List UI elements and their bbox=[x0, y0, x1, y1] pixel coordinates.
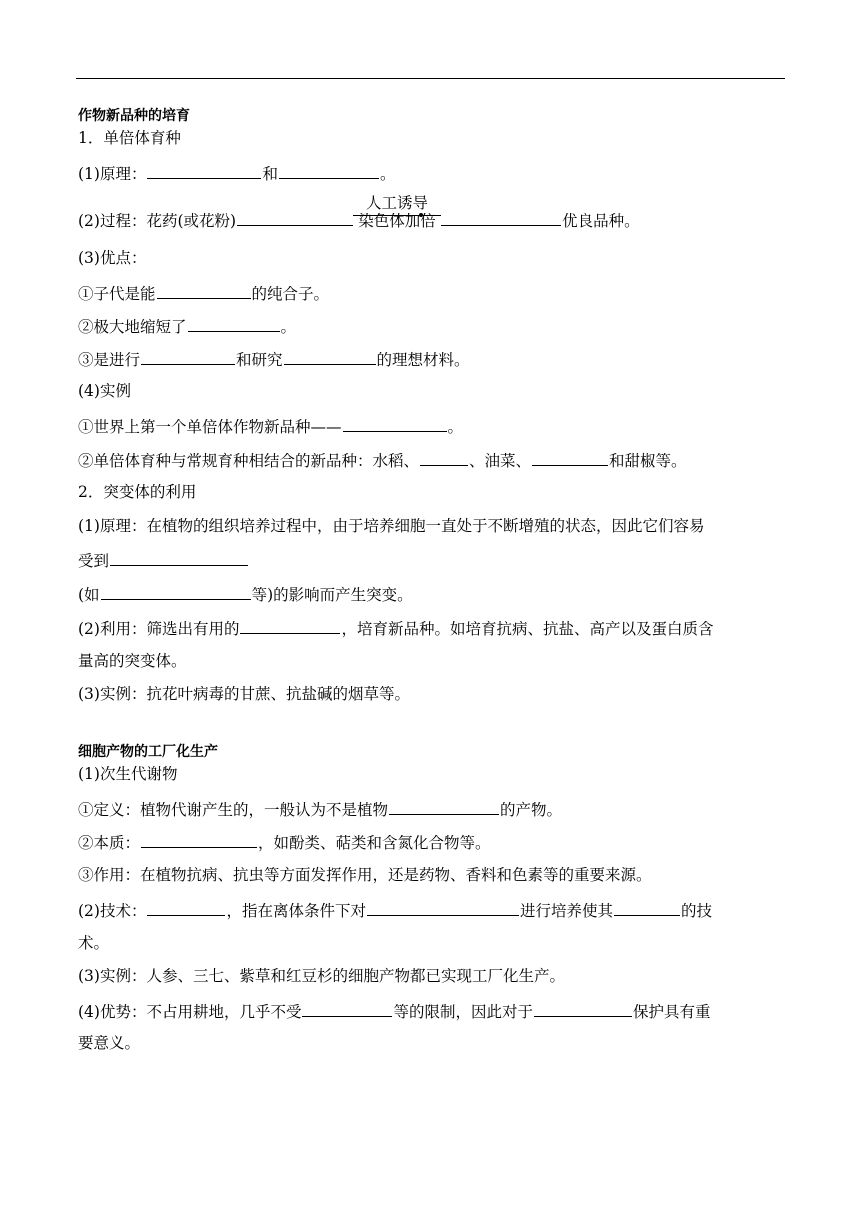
blank[interactable] bbox=[141, 831, 257, 848]
blank[interactable] bbox=[343, 415, 447, 432]
mutant-principle-3: (如 等)的影响而产生突变。 bbox=[78, 583, 784, 605]
mutant-use-2: 量高的突变体。 bbox=[78, 652, 187, 670]
example-2: ②单倍体育种与常规育种相结合的新品种：水稻、 、油菜、 和甜椒等。 bbox=[78, 449, 784, 471]
blank[interactable] bbox=[141, 348, 235, 365]
blank[interactable] bbox=[101, 583, 251, 600]
blank[interactable] bbox=[147, 162, 261, 179]
section-title-crop-breeding: 作物新品种的培育 bbox=[78, 108, 190, 124]
blank[interactable] bbox=[240, 617, 340, 634]
header-rule bbox=[76, 78, 785, 79]
blank[interactable] bbox=[110, 549, 248, 566]
advantage-line-1: (4)优势：不占用耕地，几乎不受 等的限制，因此对于 保护具有重 bbox=[78, 1000, 784, 1022]
definition-line: ①定义：植物代谢产生的，一般认为不是植物 的产物。 bbox=[78, 798, 784, 820]
arrow-label-bottom: 染色体加倍 bbox=[358, 212, 436, 230]
blank[interactable] bbox=[157, 282, 251, 299]
blank[interactable] bbox=[302, 1000, 392, 1017]
blank[interactable] bbox=[147, 899, 225, 916]
blank[interactable] bbox=[188, 315, 280, 332]
process-arrow bbox=[353, 194, 441, 230]
advantages-heading: (3)优点： bbox=[78, 249, 147, 267]
technique-line-1: (2)技术： ，指在离体条件下对 进行培养使其 的技 bbox=[78, 899, 784, 921]
secondary-metabolite-heading: (1)次生代谢物 bbox=[78, 765, 178, 783]
blank[interactable] bbox=[441, 209, 561, 226]
blank[interactable] bbox=[534, 1000, 632, 1017]
principle-line: (1)原理： 和 。 bbox=[78, 162, 784, 184]
blank[interactable] bbox=[279, 162, 379, 179]
advantage-line-2: 要意义。 bbox=[78, 1034, 141, 1052]
blank[interactable] bbox=[367, 899, 519, 916]
blank[interactable] bbox=[389, 798, 499, 815]
example-1: ①世界上第一个单倍体作物新品种—— 。 bbox=[78, 415, 784, 437]
subheading-haploid-breeding: 1．单倍体育种 bbox=[78, 129, 181, 147]
arrow-label-top: 人工诱导 bbox=[366, 194, 429, 212]
examples-heading: (4)实例 bbox=[78, 382, 131, 400]
function-line: ③作用：在植物抗病、抗虫等方面发挥作用，还是药物、香料和色素等的重要来源。 bbox=[78, 866, 652, 884]
instance-line: (3)实例：人参、三七、紫草和红豆杉的细胞产物都已实现工厂化生产。 bbox=[78, 967, 565, 985]
process-line: (2)过程：花药(或花粉) 人工诱导 染色体加倍 优良品种。 bbox=[78, 194, 640, 230]
mutant-principle-1: (1)原理：在植物的组织培养过程中，由于培养细胞一直处于不断增殖的状态，因此它们容易 bbox=[78, 517, 705, 535]
advantage-3: ③是进行 和研究 的理想材料。 bbox=[78, 348, 784, 370]
blank[interactable] bbox=[420, 449, 468, 466]
essence-line: ②本质： ，如酚类、萜类和含氮化合物等。 bbox=[78, 831, 784, 853]
section-title-factory-production: 细胞产物的工厂化生产 bbox=[78, 744, 218, 760]
mutant-case: (3)实例：抗花叶病毒的甘蔗、抗盐碱的烟草等。 bbox=[78, 685, 410, 703]
subheading-mutant-use: 2．突变体的利用 bbox=[78, 483, 197, 501]
blank[interactable] bbox=[532, 449, 608, 466]
mutant-use-1: (2)利用：筛选出有用的 ，培育新品种。如培育抗病、抗盐、高产以及蛋白质含 bbox=[78, 617, 784, 639]
blank[interactable] bbox=[237, 209, 353, 226]
blank[interactable] bbox=[614, 899, 680, 916]
blank[interactable] bbox=[284, 348, 376, 365]
advantage-1: ①子代是能 的纯合子。 bbox=[78, 282, 784, 304]
advantage-2: ②极大地缩短了 。 bbox=[78, 315, 784, 337]
technique-line-2: 术。 bbox=[78, 934, 110, 952]
mutant-principle-2: 受到 bbox=[78, 549, 784, 571]
